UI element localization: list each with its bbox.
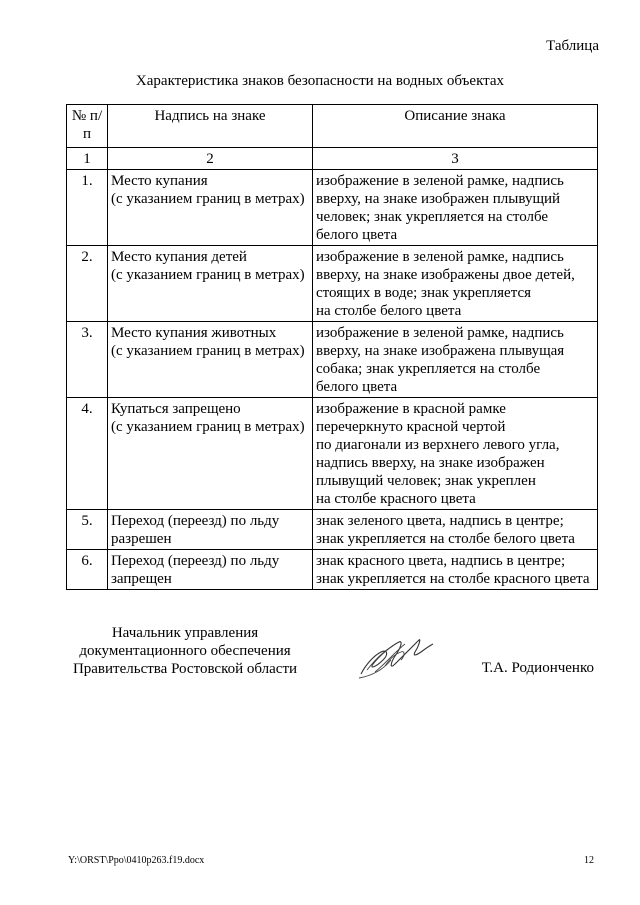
sign-description-line: вверху, на знаке изображены двое детей, <box>316 267 575 283</box>
page-number: 12 <box>584 855 594 866</box>
header-sign-label: Надпись на знаке <box>108 105 313 148</box>
sign-label-line: Место купания <box>111 173 208 189</box>
table-row <box>67 322 598 398</box>
sign-description-line: по диагонали из верхнего левого угла, <box>316 437 560 453</box>
table-row <box>67 246 598 322</box>
sign-description-cell <box>313 398 598 510</box>
row-number: 5. <box>67 510 108 550</box>
sign-description-line: вверху, на знаке изображен плывущий <box>316 191 561 207</box>
sign-label-cell <box>108 246 313 322</box>
sign-label-line: (с указанием границ в метрах) <box>111 343 305 359</box>
header-number: № п/п <box>67 105 108 148</box>
table-row <box>67 398 598 510</box>
sign-description-line: на столбе красного цвета <box>316 491 476 507</box>
sign-description-line: плывущий человек; знак укреплен <box>316 473 536 489</box>
sign-description-line: знак укрепляется на столбе красного цвета <box>316 571 590 587</box>
sign-label-line: разрешен <box>111 531 172 547</box>
header-description: Описание знака <box>313 105 598 148</box>
table-row <box>67 510 598 550</box>
table-row <box>67 550 598 590</box>
sign-description-line: собака; знак укрепляется на столбе <box>316 361 541 377</box>
sign-description-line: знак зеленого цвета, надпись в центре; <box>316 513 564 529</box>
column-number-row <box>67 148 598 170</box>
sign-description-line: изображение в зеленой рамке, надпись <box>316 173 564 189</box>
sign-description-line: знак красного цвета, надпись в центре; <box>316 553 566 569</box>
sign-label-cell <box>108 398 313 510</box>
column-number-1: 1 <box>67 148 108 170</box>
column-number-3: 3 <box>313 148 598 170</box>
sign-description-cell <box>313 322 598 398</box>
table-label: Таблица <box>546 38 599 54</box>
sign-label-line: (с указанием границ в метрах) <box>111 191 305 207</box>
sign-label-line: Переход (переезд) по льду <box>111 513 280 529</box>
sign-label-line: запрещен <box>111 571 172 587</box>
sign-label-cell <box>108 170 313 246</box>
sign-description-line: изображение в зеленой рамке, надпись <box>316 249 564 265</box>
sign-label-line: Место купания детей <box>111 249 247 265</box>
row-number: 6. <box>67 550 108 590</box>
position-line: Правительства Ростовской области <box>72 661 298 677</box>
sign-description-cell <box>313 170 598 246</box>
sign-label-line: (с указанием границ в метрах) <box>111 419 305 435</box>
sign-description-line: белого цвета <box>316 227 398 243</box>
sign-description-line: стоящих в воде; знак укрепляется <box>316 285 532 301</box>
signs-table <box>66 104 598 590</box>
sign-description-cell <box>313 246 598 322</box>
sign-description-cell <box>313 510 598 550</box>
document-title: Характеристика знаков безопасности на водных объектах <box>135 73 505 89</box>
table-row <box>67 170 598 246</box>
sign-label-cell <box>108 550 313 590</box>
row-number: 3. <box>67 322 108 398</box>
sign-label-cell <box>108 322 313 398</box>
sign-label-line: (с указанием границ в метрах) <box>111 267 305 283</box>
sign-description-line: белого цвета <box>316 379 398 395</box>
table-header-row <box>67 105 598 148</box>
row-number: 4. <box>67 398 108 510</box>
sign-description-line: знак укрепляется на столбе белого цвета <box>316 531 575 547</box>
sign-description-line: человек; знак укрепляется на столбе <box>316 209 549 225</box>
position-line: Начальник управления <box>111 625 259 641</box>
sign-description-cell <box>313 550 598 590</box>
row-number: 2. <box>67 246 108 322</box>
file-path: Y:\ORST\Ppo\0410p263.f19.docx <box>68 855 205 866</box>
sign-description-line: перечеркнуто красной чертой <box>316 419 506 435</box>
sign-description-line: на столбе белого цвета <box>316 303 462 319</box>
sign-label-line: Переход (переезд) по льду <box>111 553 280 569</box>
sign-label-line: Место купания животных <box>111 325 277 341</box>
position-line: документационного обеспечения <box>79 643 291 659</box>
official-position <box>66 624 304 678</box>
official-name: Т.А. Родионченко <box>481 660 594 676</box>
sign-description-line: надпись вверху, на знаке изображен <box>316 455 545 471</box>
sign-label-cell <box>108 510 313 550</box>
sign-label-line: Купаться запрещено <box>111 401 241 417</box>
row-number: 1. <box>67 170 108 246</box>
handwritten-signature <box>355 630 437 682</box>
sign-description-line: изображение в зеленой рамке, надпись <box>316 325 564 341</box>
sign-description-line: изображение в красной рамке <box>316 401 506 417</box>
column-number-2: 2 <box>108 148 313 170</box>
sign-description-line: вверху, на знаке изображена плывущая <box>316 343 565 359</box>
